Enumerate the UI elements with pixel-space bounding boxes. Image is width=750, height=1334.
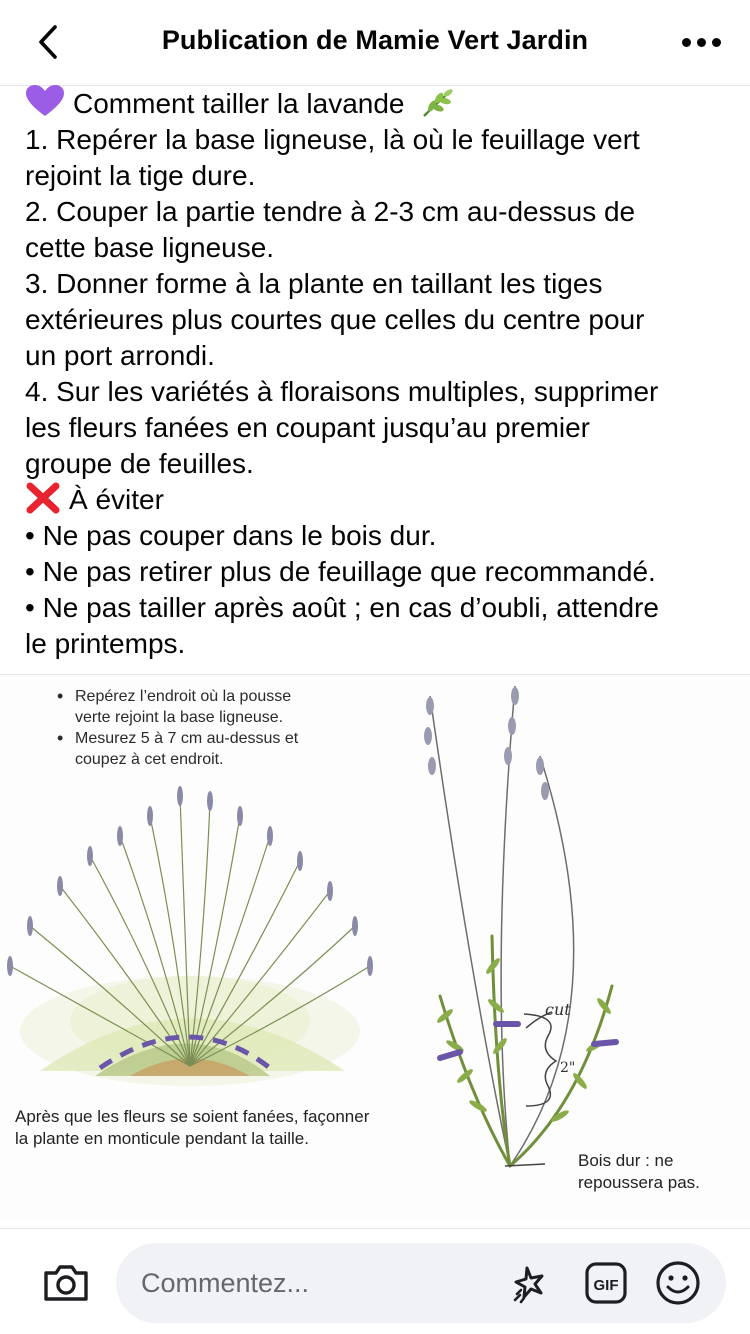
- cut-label: cut: [545, 1000, 571, 1019]
- post-line: un port arrondi.: [25, 340, 215, 371]
- post-line: 4. Sur les variétés à floraisons multiples, supprimer: [25, 376, 659, 407]
- sticker-button[interactable]: [508, 1259, 556, 1307]
- purple-heart-icon: [25, 84, 65, 118]
- more-options-button[interactable]: [676, 22, 726, 62]
- post-line: le printemps.: [25, 628, 186, 659]
- more-dots-icon: [682, 38, 691, 47]
- post-line: groupe de feuilles.: [25, 448, 254, 479]
- illustration-caption: Après que les fleurs se soient fanées, façonner la plante en monticule pendant la taille.: [15, 1107, 370, 1148]
- comment-input[interactable]: [141, 1265, 471, 1301]
- red-cross-icon: [25, 482, 61, 514]
- sticker-icon: [509, 1260, 555, 1306]
- post-image[interactable]: [0, 676, 750, 1221]
- hard-wood-note: Bois dur : ne repoussera pas.: [578, 1151, 700, 1192]
- top-bar: [0, 0, 750, 86]
- measure-label: 2": [560, 1060, 576, 1076]
- gif-button[interactable]: [582, 1259, 630, 1307]
- illustration-bullet: • Repérez l’endroit où la pousse verte rejoint la base ligneuse.: [55, 686, 298, 728]
- page-title: Publication de Mamie Vert Jardin: [161, 25, 589, 55]
- camera-button[interactable]: [40, 1259, 92, 1307]
- herb-icon: [420, 86, 456, 118]
- post-line: rejoint la tige dure.: [25, 160, 256, 191]
- post-body: [25, 84, 740, 662]
- post-line: • Ne pas retirer plus de feuillage que recommandé.: [25, 556, 656, 587]
- comment-bar: [0, 1228, 750, 1334]
- post-line: • Ne pas couper dans le bois dur.: [25, 520, 437, 551]
- divider: [0, 674, 750, 675]
- post-line: extérieures plus courtes que celles du centre pour: [25, 304, 645, 335]
- svg-text:GIF: GIF: [593, 1277, 619, 1294]
- post-title-line: [25, 84, 740, 122]
- smiley-icon: [655, 1260, 701, 1306]
- comment-box[interactable]: [116, 1243, 726, 1323]
- avoid-heading-line: [25, 482, 740, 518]
- post-line: 2. Couper la partie tendre à 2-3 cm au-dessus de: [25, 196, 636, 227]
- post-line: 3. Donner forme à la plante en taillant les tiges: [25, 268, 603, 299]
- emoji-button[interactable]: [654, 1259, 702, 1307]
- post-line: cette base ligneuse.: [25, 232, 275, 263]
- illustration-bullet: • Mesurez 5 à 7 cm au-dessus et coupez à cet endroit.: [55, 728, 298, 770]
- camera-icon: [42, 1263, 90, 1303]
- post-title: Comment tailler la lavande: [73, 88, 405, 119]
- post-line: 1. Repérer la base ligneuse, là où le feuillage vert: [25, 124, 640, 155]
- avoid-heading: À éviter: [69, 484, 164, 515]
- post-line: les fleurs fanées en coupant jusqu’au premier: [25, 412, 591, 443]
- gif-icon: [584, 1261, 628, 1305]
- post-line: • Ne pas tailler après août ; en cas d’oubli, attendre: [25, 592, 659, 623]
- illustration-bullets: [55, 686, 298, 770]
